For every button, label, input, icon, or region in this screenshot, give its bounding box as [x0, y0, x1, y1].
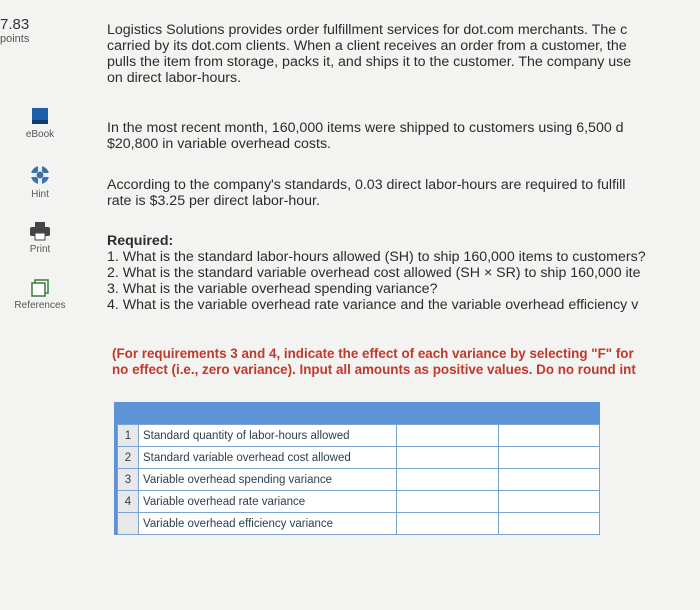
standards-line: rate is $3.25 per direct labor-hour. — [107, 193, 320, 209]
effect-select[interactable] — [499, 469, 600, 491]
row-number: 1 — [118, 425, 139, 447]
effect-select[interactable] — [499, 425, 600, 447]
effect-select[interactable] — [499, 513, 600, 535]
intro-paragraph — [107, 22, 700, 86]
month-line: In the most recent month, 160,000 items were shipped to customers using 6,500 d — [107, 120, 624, 136]
ebook-button[interactable] — [0, 106, 80, 140]
references-label: References — [14, 300, 66, 311]
table-row — [118, 513, 600, 535]
intro-line: carried by its dot.com clients. When a client receives an order from a customer, the — [107, 38, 627, 54]
row-number: 3 — [118, 469, 139, 491]
lifebuoy-icon — [29, 164, 51, 186]
row-label: Variable overhead efficiency variance — [139, 513, 397, 535]
table-row — [118, 425, 600, 447]
instructions — [112, 346, 700, 378]
points-label: points — [0, 33, 30, 45]
instruction-line: (For requirements 3 and 4, indicate the effect of each variance by selecting "F" for — [112, 346, 634, 361]
book-icon — [30, 106, 50, 126]
references-icon — [30, 279, 50, 297]
effect-select[interactable] — [499, 491, 600, 513]
row-label: Variable overhead spending variance — [139, 469, 397, 491]
instruction-line: no effect (i.e., zero variance). Input all amounts as positive values. Do no round int — [112, 362, 636, 377]
standards-line: According to the company's standards, 0.03 direct labor-hours are required to fulfill — [107, 177, 626, 193]
month-line: $20,800 in variable overhead costs. — [107, 136, 331, 152]
sidebar — [0, 0, 80, 610]
standards-paragraph — [107, 177, 700, 209]
amount-input[interactable] — [397, 447, 499, 469]
amount-input[interactable] — [397, 425, 499, 447]
amount-input[interactable] — [397, 513, 499, 535]
hint-label: Hint — [31, 189, 49, 200]
row-number: 2 — [118, 447, 139, 469]
row-label: Variable overhead rate variance — [139, 491, 397, 513]
intro-line: pulls the item from storage, packs it, and ships it to the customer. The company use — [107, 54, 632, 70]
row-label: Standard quantity of labor-hours allowed — [139, 425, 397, 447]
table-row — [118, 447, 600, 469]
table-row — [118, 491, 600, 513]
print-button[interactable] — [0, 221, 80, 255]
answer-table — [117, 424, 600, 535]
row-number — [118, 513, 139, 535]
intro-line: on direct labor-hours. — [107, 70, 242, 86]
row-number: 4 — [118, 491, 139, 513]
amount-input[interactable] — [397, 469, 499, 491]
printer-icon — [29, 221, 51, 241]
required-item: 4. What is the variable overhead rate variance and the variable overhead efficiency v — [107, 297, 639, 313]
references-button[interactable] — [0, 279, 80, 311]
required-item: 2. What is the standard variable overhead cost allowed (SH × SR) to ship 160,000 ite — [107, 265, 641, 281]
row-label: Standard variable overhead cost allowed — [139, 447, 397, 469]
print-label: Print — [29, 244, 51, 255]
required-item: 1. What is the standard labor-hours allowed (SH) to ship 160,000 items to customers? — [107, 249, 646, 265]
amount-input[interactable] — [397, 491, 499, 513]
ebook-label: eBook — [25, 129, 55, 140]
month-paragraph — [107, 120, 700, 152]
required-heading: Required: — [107, 233, 174, 249]
intro-line: Logistics Solutions provides order fulfillment services for dot.com merchants. The c — [107, 22, 628, 38]
required-item: 3. What is the variable overhead spending variance? — [107, 281, 438, 297]
required-section — [107, 233, 700, 313]
hint-button[interactable] — [0, 164, 80, 200]
points-value: 7.83 — [0, 16, 30, 33]
effect-select[interactable] — [499, 447, 600, 469]
table-row — [118, 469, 600, 491]
